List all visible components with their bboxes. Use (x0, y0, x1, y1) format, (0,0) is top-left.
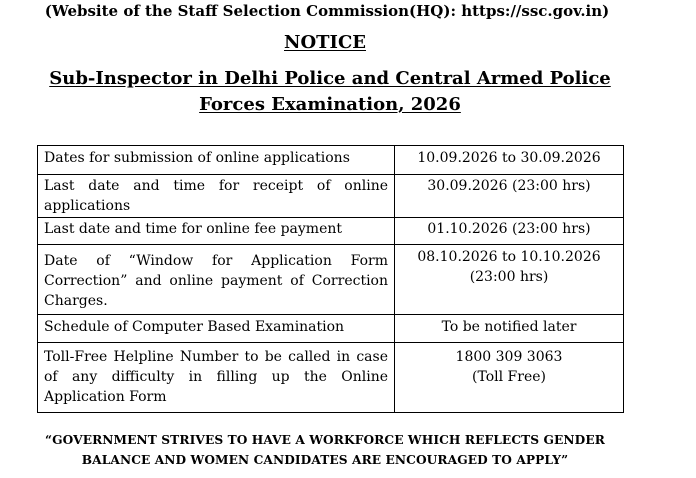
row-label: Schedule of Computer Based Examination (38, 315, 395, 343)
table-row (38, 146, 624, 175)
table-row (38, 315, 624, 343)
row-value-line: 10.09.2026 to 30.09.2026 (417, 150, 601, 166)
row-label: Toll-Free Helpline Number to be called in case of any difficulty in filling up the Online Application Form (38, 343, 395, 413)
row-value-line: 30.09.2026 (23:00 hrs) (427, 178, 591, 194)
exam-title-line-2: Forces Examination, 2026 (199, 94, 461, 115)
row-value-line: 01.10.2026 (23:00 hrs) (427, 221, 591, 237)
row-value (395, 315, 624, 343)
slogan-line-2: BALANCE AND WOMEN CANDIDATES ARE ENCOURAGED TO APPLY” (81, 453, 569, 467)
table-row (38, 175, 624, 218)
table-row (38, 218, 624, 245)
row-value (395, 175, 624, 218)
row-label: Last date and time for receipt of online applications (38, 175, 395, 218)
website-line (0, 2, 696, 20)
row-value-line: 08.10.2026 to 10.10.2026 (417, 249, 601, 265)
row-value (395, 218, 624, 245)
row-label: Last date and time for online fee payment (38, 218, 395, 245)
row-value (395, 146, 624, 175)
gender-balance-slogan (0, 430, 650, 470)
slogan-line-1: “GOVERNMENT STRIVES TO HAVE A WORKFORCE WHICH REFLECTS GENDER (45, 433, 605, 447)
table-row (38, 343, 624, 413)
row-value (395, 343, 624, 413)
row-value (395, 245, 624, 315)
row-value-line: (Toll Free) (472, 369, 546, 385)
notice-heading: NOTICE (284, 32, 366, 53)
exam-title (30, 66, 630, 118)
row-value-line: To be notified later (441, 319, 577, 335)
table-row (38, 245, 624, 315)
website-text: (Website of the Staff Selection Commission(HQ): https://ssc.gov.in) (44, 2, 610, 20)
row-label: Date of “Window for Application Form Correction” and online payment of Correction Charges. (38, 245, 395, 315)
row-value-line: 1800 309 3063 (455, 349, 563, 365)
schedule-table (37, 145, 624, 413)
row-label: Dates for submission of online applications (38, 146, 395, 175)
exam-title-line-1: Sub-Inspector in Delhi Police and Central Armed Police (49, 68, 611, 89)
row-value-line: (23:00 hrs) (469, 269, 549, 285)
